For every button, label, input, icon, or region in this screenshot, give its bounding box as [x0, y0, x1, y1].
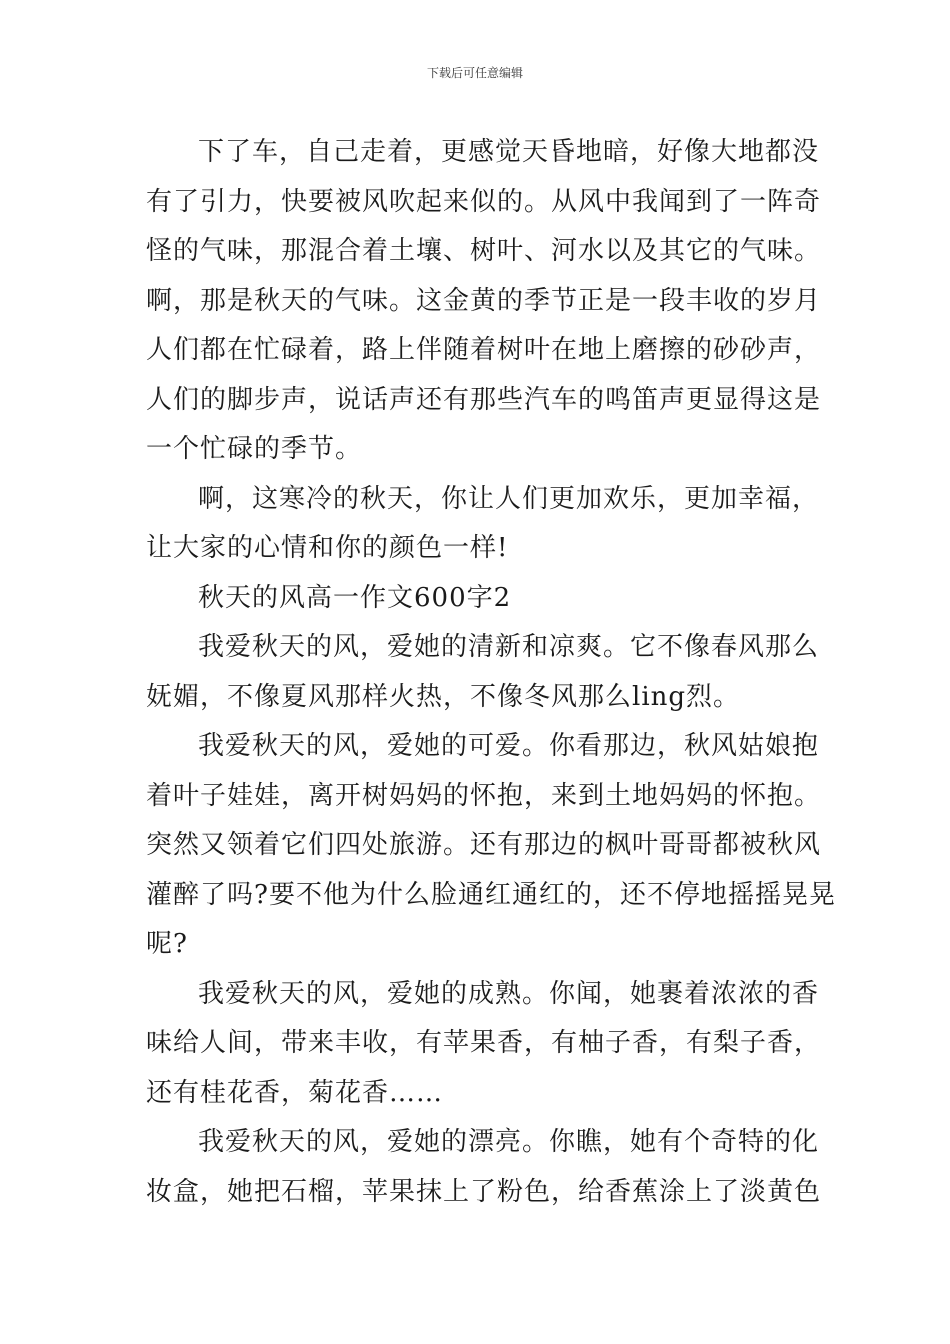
text-line: 着叶子娃娃，离开树妈妈的怀抱，来到土地妈妈的怀抱。 [146, 780, 822, 811]
text-line: 人们的脚步声，说话声还有那些汽车的鸣笛声更显得这是 [146, 384, 822, 415]
text-line: 灌醉了吗?要不他为什么脸通红通红的，还不停地摇摇晃晃 [146, 879, 836, 910]
text-line: 味给人间，带来丰收，有苹果香，有柚子香，有梨子香， [146, 1028, 822, 1058]
text-line: 呢? [146, 929, 188, 959]
text-line: 突然又领着它们四处旅游。还有那边的枫叶哥哥都被秋风 [146, 830, 822, 860]
document-body [146, 128, 836, 1217]
text-line: 人们都在忙碌着，路上伴随着树叶在地上磨擦的砂砂声， [146, 335, 822, 365]
text-line: 一个忙碌的季节。 [146, 434, 363, 464]
text-line: 怪的气味，那混合着土壤、树叶、河水以及其它的气味。 [146, 236, 822, 266]
text-line: 下了车，自己走着，更感觉天昏地暗，好像大地都没 [198, 137, 820, 167]
text-line: 有了引力，快要被风吹起来似的。从风中我闻到了一阵奇 [146, 186, 822, 217]
text-line: 我爱秋天的风，爱她的成熟。你闻，她裹着浓浓的香 [198, 978, 820, 1009]
text-line: 我爱秋天的风，爱她的可爱。你看那边，秋风姑娘抱 [198, 731, 820, 761]
text-line: 妆盒，她把石榴，苹果抹上了粉色，给香蕉涂上了淡黄色 [146, 1176, 822, 1207]
text-line: 我爱秋天的风，爱她的清新和凉爽。它不像春风那么 [198, 632, 820, 662]
text-line: 妩媚，不像夏风那样火热，不像冬风那么ling烈。 [146, 681, 741, 712]
text-line: 让大家的心情和你的颜色一样! [146, 533, 509, 563]
page-header: 下载后可任意编辑 [426, 66, 523, 80]
text-line: 还有桂花香，菊花香…… [146, 1077, 444, 1108]
text-line: 我爱秋天的风，爱她的漂亮。你瞧，她有个奇特的化 [198, 1127, 820, 1157]
text-line: 啊，那是秋天的气味。这金黄的季节正是一段丰收的岁月 [146, 285, 822, 316]
text-line: 啊，这寒冷的秋天，你让人们更加欢乐，更加幸福， [198, 483, 820, 514]
section-title: 秋天的风高一作文600字2 [198, 582, 512, 613]
